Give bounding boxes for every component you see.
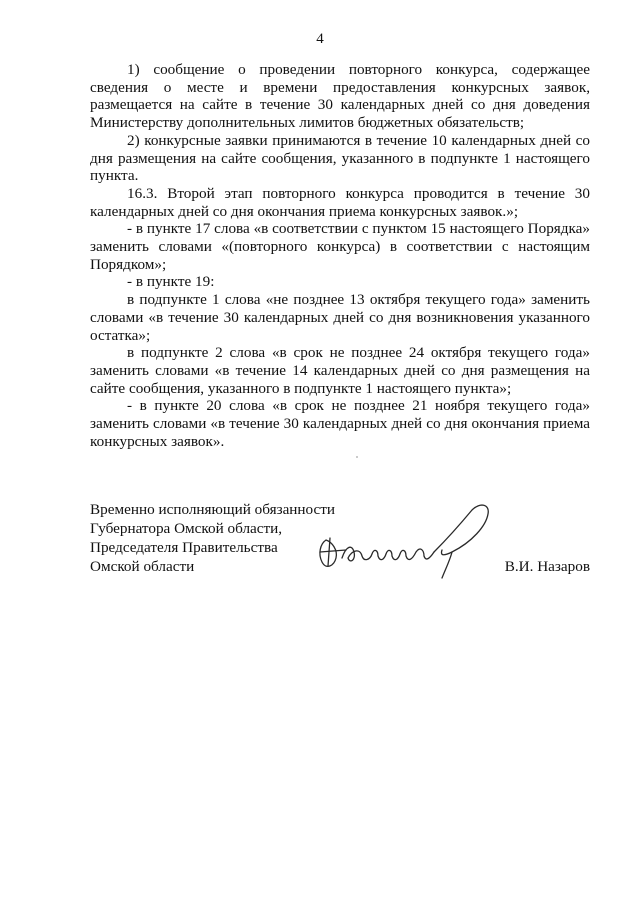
scan-speck: [356, 456, 358, 458]
paragraph-applications-acceptance: 2) конкурсные заявки принимаются в течение 10 календарных дней со дня размещения на сайте сообщения, указанного в подпункте 1 настоящего пункта.: [90, 131, 590, 185]
page-number: 4: [316, 31, 324, 47]
paragraph-clause-17: - в пункте 17 слова «в соответствии с пунктом 15 настоящего Порядка» заменить словами «(повторного конкурса) в соответствии с настоящим Порядком»;: [90, 220, 590, 273]
paragraph-subclause-2: в подпункте 2 слова «в срок не позднее 24 октября текущего года» заменить словами «в течение 14 календарных дней со дня размещения на сайте сообщения, указанного в подпункте 1 настоящего пункта»;: [90, 344, 590, 397]
signatory-position: [90, 500, 335, 576]
paragraph-clause-19: - в пункте 19:: [127, 273, 215, 291]
paragraph-subclause-1: в подпункте 1 слова «не позднее 13 октября текущего года» заменить словами «в течение 30 календарных дней со дня возникновения указанного остатка»;: [90, 291, 590, 344]
document-body: [90, 61, 590, 450]
position-line-4: Омской области: [90, 558, 195, 575]
handwritten-signature: [312, 500, 502, 580]
signature-strokes: [320, 505, 488, 578]
position-line-1: Временно исполняющий обязанности: [90, 501, 336, 518]
signatory-name: В.И. Назаров: [504, 558, 590, 575]
paragraph-clause-20: - в пункте 20 слова «в срок не позднее 21 ноября текущего года» заменить словами «в течение 30 календарных дней со дня окончания приема конкурсных заявок».: [90, 397, 590, 450]
position-line-3: Председателя Правительства: [90, 539, 278, 556]
position-line-2: Губернатора Омской области,: [90, 520, 283, 537]
paragraph-second-stage: 16.3. Второй этап повторного конкурса проводится в течение 30 календарных дней со дня окончания приема конкурсных заявок.»;: [90, 184, 590, 220]
paragraph-notice-publication: 1) сообщение о проведении повторного конкурса, содержащее сведения о месте и времени предоставления конкурсных заявок, размещается на сайте в течение 30 календарных дней со дня доведения Министерству дополнительных лимитов бюджетных обязательств;: [90, 61, 590, 132]
signature-block: [90, 500, 590, 580]
